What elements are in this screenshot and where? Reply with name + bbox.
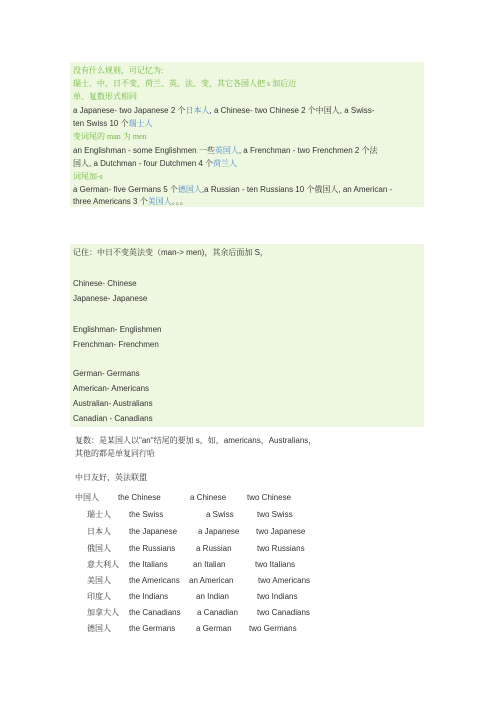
- country-cell: 中国人: [75, 493, 99, 502]
- example-line: ten Swiss 10 个瑞士人: [73, 119, 153, 128]
- country-cell: 美国人: [87, 576, 111, 585]
- count-cell: two Swiss: [257, 510, 293, 519]
- table-row: [75, 574, 415, 588]
- table-row: [75, 542, 415, 556]
- table-row: [75, 606, 415, 620]
- example-line: a German- five Germans 5 个德国人,a Russian - ten Russians 10 个俄国人, an American -: [73, 185, 393, 194]
- word-pair: Japanese- Japanese: [73, 294, 148, 303]
- count-cell: two Russians: [257, 544, 305, 553]
- word-pair: Chinese- Chinese: [73, 279, 137, 288]
- singular-cell: a Canadian: [197, 608, 238, 617]
- plural-cell: the Swiss: [129, 510, 164, 519]
- country-cell: 意大利人: [87, 560, 119, 569]
- plural-note-2: 其他的都是单复同行哈: [75, 449, 155, 458]
- plural-cell: the Germans: [129, 624, 176, 633]
- singular-cell: a German: [196, 624, 232, 633]
- word-pair: Englishman- Englishmen: [73, 325, 162, 334]
- singular-cell: an Indian: [196, 592, 229, 601]
- count-cell: two Chinese: [247, 493, 292, 502]
- country-cell: 俄国人: [87, 544, 111, 553]
- singular-cell: a Japanese: [198, 527, 240, 536]
- rule-heading-s: 词尾加-s: [73, 172, 103, 181]
- country-cell: 加拿大人: [87, 608, 119, 617]
- table-row: [75, 508, 415, 522]
- plural-cell: the Russians: [129, 544, 176, 553]
- plural-cell: the Japanese: [129, 527, 178, 536]
- example-line: three Americans 3 个美国人。。。: [73, 197, 188, 206]
- word-pair: Frenchman- Frenchmen: [73, 340, 159, 349]
- singular-cell: a Chinese: [190, 493, 227, 502]
- table-row: [75, 622, 415, 636]
- table-row: [75, 590, 415, 604]
- singular-cell: a Russian: [196, 544, 232, 553]
- example-line: a Japanese- two Japanese 2 个日本人, a Chinese- two Chinese 2 个中国人, a Swiss-: [73, 106, 375, 115]
- plural-note: 复数：是某国人以"an"结尾的要加 s，如，americans，Australians，: [75, 436, 317, 445]
- singular-cell: a Swiss: [206, 510, 234, 519]
- rules-block: [70, 62, 424, 207]
- rule-intro: 没有什么规则，可记忆为:: [73, 66, 164, 75]
- rule-summary: 瑞士、中、日不变，荷兰、英、法、变，其它各国人把 s 加后边: [73, 79, 297, 88]
- count-cell: two Italians: [255, 560, 296, 569]
- example-line: 国人, a Dutchman - four Dutchmen 4 个荷兰人: [73, 159, 238, 168]
- country-cell: 印度人: [87, 592, 111, 601]
- plural-cell: the Americans: [129, 576, 180, 585]
- singular-cell: an American: [189, 576, 234, 585]
- country-cell: 瑞士人: [87, 510, 111, 519]
- word-pair: American- Americans: [73, 384, 150, 393]
- plural-cell: the Chinese: [118, 493, 161, 502]
- table-row: [75, 525, 415, 539]
- memory-note: 记住：中日不变英法变（man-> men)，其余后面加 S，: [73, 248, 268, 257]
- count-cell: two Japanese: [256, 527, 306, 536]
- country-cell: 德国人: [87, 624, 111, 633]
- count-cell: two Canadians: [257, 608, 310, 617]
- rule-heading-men: 变词尾的 man 为 men: [73, 132, 147, 141]
- word-pair: German- Germans: [73, 369, 140, 378]
- count-cell: two Germans: [249, 624, 297, 633]
- count-cell: two Americans: [258, 576, 311, 585]
- table-row: [75, 558, 415, 572]
- plural-cell: the Canadians: [129, 608, 181, 617]
- table-row: [75, 491, 415, 505]
- section-title: 中日友好，英法联盟: [75, 473, 147, 482]
- word-pair: Canadian - Canadians: [73, 414, 153, 423]
- example-line: an Englishman - some Englishmen 一些英国人, a Frenchman - two Frenchmen 2 个法: [73, 146, 378, 155]
- memory-block: [70, 244, 424, 427]
- count-cell: two Indians: [257, 592, 298, 601]
- singular-cell: an Italian: [193, 560, 226, 569]
- word-pair: Australian- Australians: [73, 399, 153, 408]
- plural-cell: the Indians: [129, 592, 169, 601]
- rule-heading-same: 单、复数形式相同: [73, 92, 137, 101]
- country-cell: 日本人: [87, 527, 111, 536]
- plural-cell: the Italians: [129, 560, 168, 569]
